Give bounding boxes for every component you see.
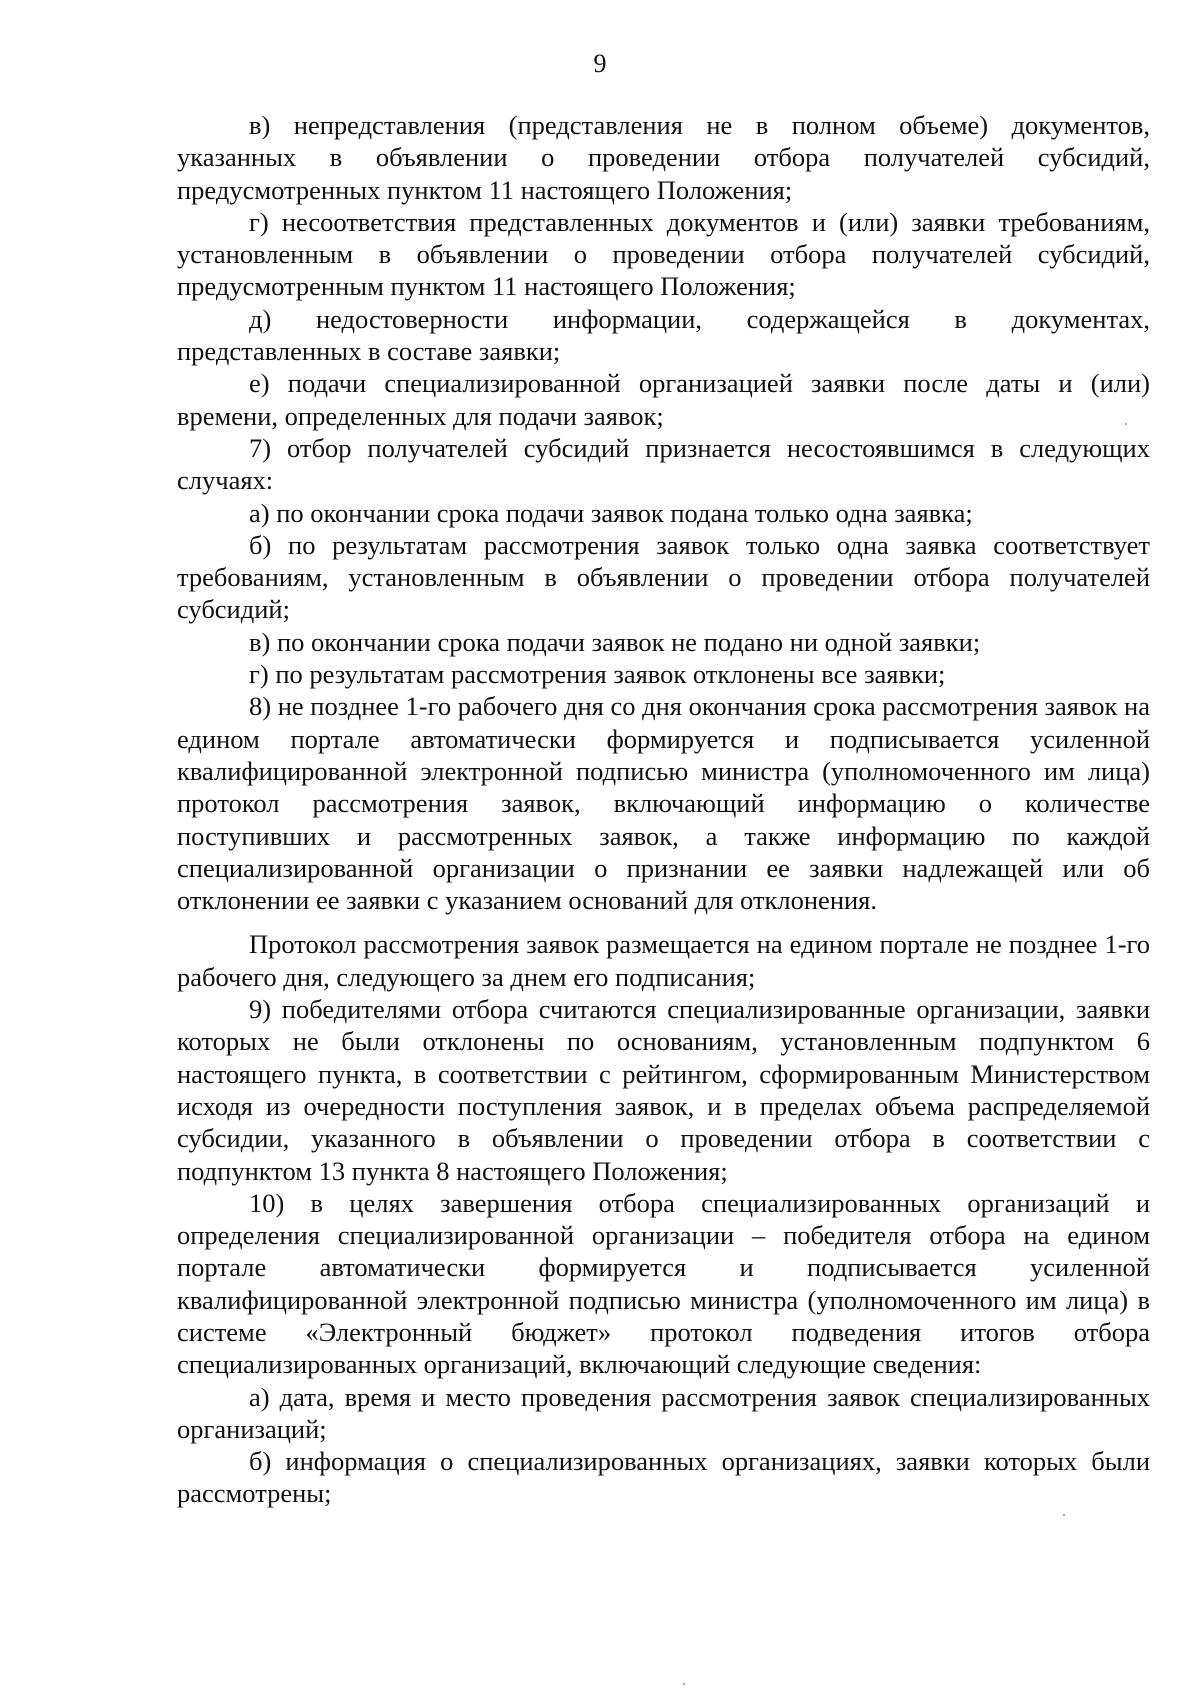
paragraph-v-non-submission: в) непредставления (представления не в полном объеме) документов, указанных в объявлении о проведении отбора получателей субсидий, предусмотренных пунктом 11 настоящего Положения; (177, 110, 1150, 205)
paragraph-e-late-submission: е) подачи специализированной организацией заявки после даты и (или) времени, определенных для подачи заявок; (177, 368, 1150, 431)
paragraph-7v: в) по окончании срока подачи заявок не подано ни одной заявки; (249, 626, 981, 657)
paragraph-9-winners: 9) победителями отбора считаются специализированные организации, заявки которых не были отклонены по основаниям, установленным подпунктом 6 настоящего пункта, в соответствии с рейтингом, сформированным Министерством исходя из очередности поступления заявок, и в пределах объема распределяемой субсидии, указанного в объявлении о проведении отбора в соответствии с подпунктом 13 пункта 8 настоящего Положения; (177, 994, 1150, 1186)
paragraph-7a: а) по окончании срока подачи заявок подана только одна заявка; (249, 497, 973, 528)
scan-speck (1125, 423, 1127, 425)
paragraph-7-failed-selection: 7) отбор получателей субсидий признается несостоявшимся в следующих случаях: (177, 432, 1150, 496)
paragraph-d-unreliable-info: д) недостоверности информации, содержащейся в документах, представленных в составе заявки; (177, 303, 1150, 367)
paragraph-10b: б) информация о специализированных организациях, заявки которых были рассмотрены; (177, 1446, 1150, 1509)
scan-speck (683, 1683, 685, 1685)
scan-speck (1063, 1514, 1065, 1516)
paragraph-8-review-protocol: 8) не позднее 1-го рабочего дня со дня окончания срока рассмотрения заявок на едином портале автоматически формируется и подписывается усиленной квалифицированной электронной подписью министра (уполномоченного им лица) протокол рассмотрения заявок, включающий информацию о количестве поступивших и рассмотренных заявок, а также информацию по каждой специализированной организации о признании ее заявки надлежащей или об отклонении ее заявки с указанием оснований для отклонения. (177, 691, 1150, 916)
paragraph-10-final-protocol: 10) в целях завершения отбора специализированных организаций и определения специализированной организации – победителя отбора на едином портале автоматически формируется и подписывается усиленной квалифицированной электронной подписью министра (уполномоченного им лица) в системе «Электронный бюджет» протокол подведения итогов отбора специализированных организаций, включающий следующие сведения: (177, 1187, 1150, 1380)
paragraph-7b: б) по результатам рассмотрения заявок только одна заявка соответствует требованиям, установленным в объявлении о проведении отбора получателей субсидий; (177, 529, 1150, 625)
paragraph-protocol-publication: Протокол рассмотрения заявок размещается на едином портале не позднее 1-го рабочего дня, следующего за днем его подписания; (177, 929, 1150, 992)
paragraph-g-non-compliance: г) несоответствия представленных документов и (или) заявки требованиям, установленным в объявлении о проведении отбора получателей субсидий, предусмотренным пунктом 11 настоящего Положения; (177, 206, 1150, 302)
paragraph-10a: а) дата, время и место проведения рассмотрения заявок специализированных организаций; (177, 1381, 1150, 1444)
page-number: 9 (593, 49, 607, 78)
paragraph-7g: г) по результатам рассмотрения заявок отклонены все заявки; (249, 659, 946, 690)
document-body (177, 109, 1150, 1510)
